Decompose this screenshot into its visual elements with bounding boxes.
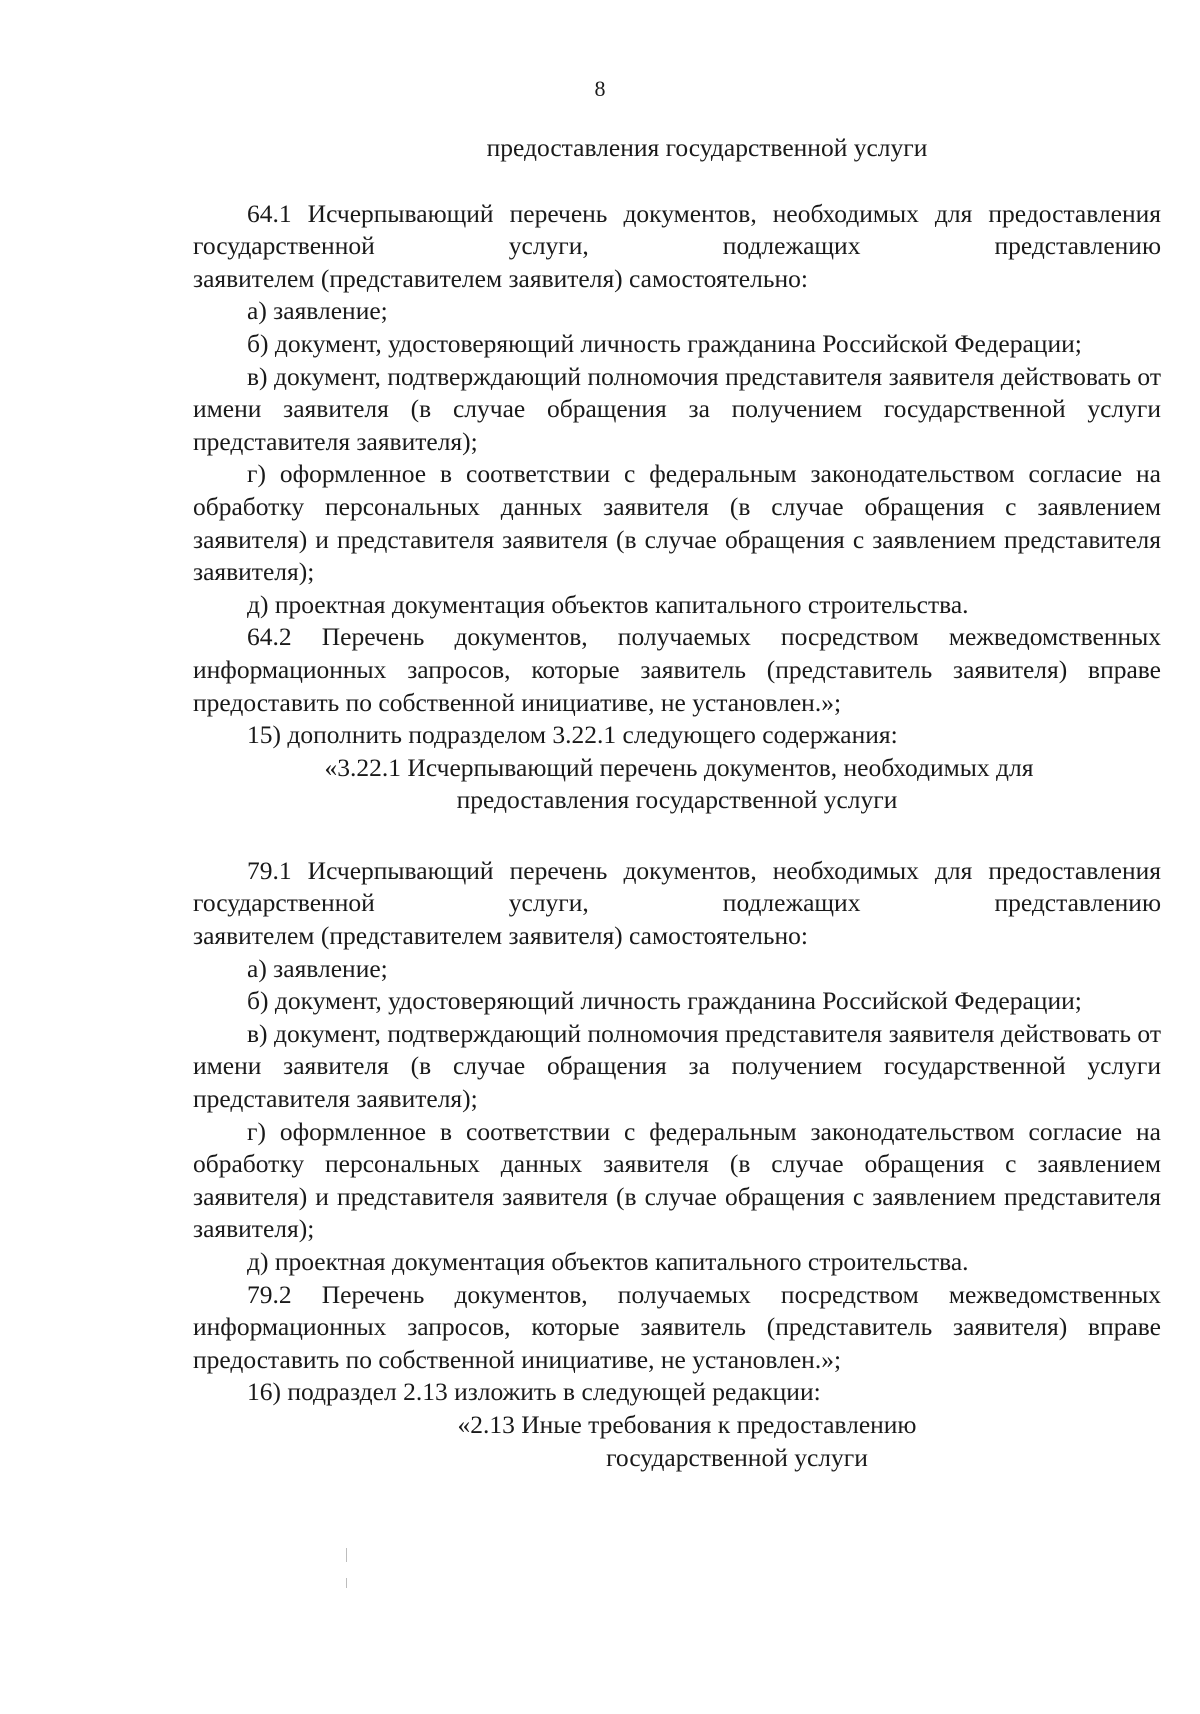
subsection-heading-3-22-1: «3.22.1 Исчерпывающий перечень документов, необходимых для — [324, 752, 1034, 782]
paragraph-16: 16) подраздел 2.13 изложить в следующей редакции: — [247, 1377, 821, 1407]
paragraph-64-1: 64.1 Исчерпывающий перечень документов, необходимых для предоставления государственной услуги, подлежащих представлению — [193, 198, 1161, 261]
item-79-a: а) заявление; — [247, 953, 388, 983]
paragraph-79-1: 79.1 Исчерпывающий перечень документов, необходимых для предоставления государственной услуги, подлежащих представлению — [193, 855, 1161, 918]
paragraph-79-2: 79.2 Перечень документов, получаемых посредством межведомственных информационных запросов, которые заявитель (представитель заявителя) вправе предоставить по собственной инициативе, не установлен.»; — [193, 1279, 1161, 1374]
item-64-d: д) проектная документация объектов капитального строительства. — [247, 589, 969, 619]
item-79-b: б) документ, удостоверяющий личность гражданина Российской Федерации; — [247, 986, 1082, 1016]
document-body — [193, 132, 1161, 1474]
paragraph-64-1-end: заявителем (представителем заявителя) самостоятельно: — [193, 263, 808, 293]
section-heading-continuation: предоставления государственной услуги — [486, 133, 928, 162]
paragraph-15: 15) дополнить подразделом 3.22.1 следующего содержания: — [247, 720, 898, 750]
item-79-d: д) проектная документация объектов капитального строительства. — [247, 1247, 969, 1276]
scan-mark — [346, 1578, 347, 1588]
item-64-v: в) документ, подтверждающий полномочия представителя заявителя действовать от имени заявителя (в случае обращения за получением государственной услуги представителя заявителя); — [193, 361, 1161, 456]
item-79-g: г) оформленное в соответствии с федеральным законодательством согласие на обработку персональных данных заявителя (в случае обращения с заявлением заявителя) и представителя заявителя (в случае обращения с заявлением представителя заявителя); — [193, 1116, 1161, 1244]
item-64-g: г) оформленное в соответствии с федеральным законодательством согласие на обработку персональных данных заявителя (в случае обращения с заявлением заявителя) и представителя заявителя (в случае обращения с заявлением представителя заявителя); — [193, 459, 1161, 587]
subsection-heading-2-13: «2.13 Иные требования к предоставлению — [457, 1409, 917, 1439]
subsection-heading-2-13-line-2: государственной услуги — [606, 1442, 868, 1472]
item-64-a: а) заявление; — [247, 296, 388, 326]
paragraph-64-2: 64.2 Перечень документов, получаемых посредством межведомственных информационных запросов, которые заявитель (представитель заявителя) вправе предоставить по собственной инициативе, не установлен.»; — [193, 622, 1161, 717]
scan-mark — [346, 1548, 347, 1562]
paragraph-79-1-end: заявителем (представителем заявителя) самостоятельно: — [193, 921, 808, 951]
page-number: 8 — [594, 76, 606, 101]
item-79-v: в) документ, подтверждающий полномочия представителя заявителя действовать от имени заявителя (в случае обращения за получением государственной услуги представителя заявителя); — [193, 1018, 1161, 1114]
subsection-heading-3-22-1-line-2: предоставления государственной услуги — [456, 785, 898, 815]
item-64-b: б) документ, удостоверяющий личность гражданина Российской Федерации; — [247, 328, 1082, 358]
